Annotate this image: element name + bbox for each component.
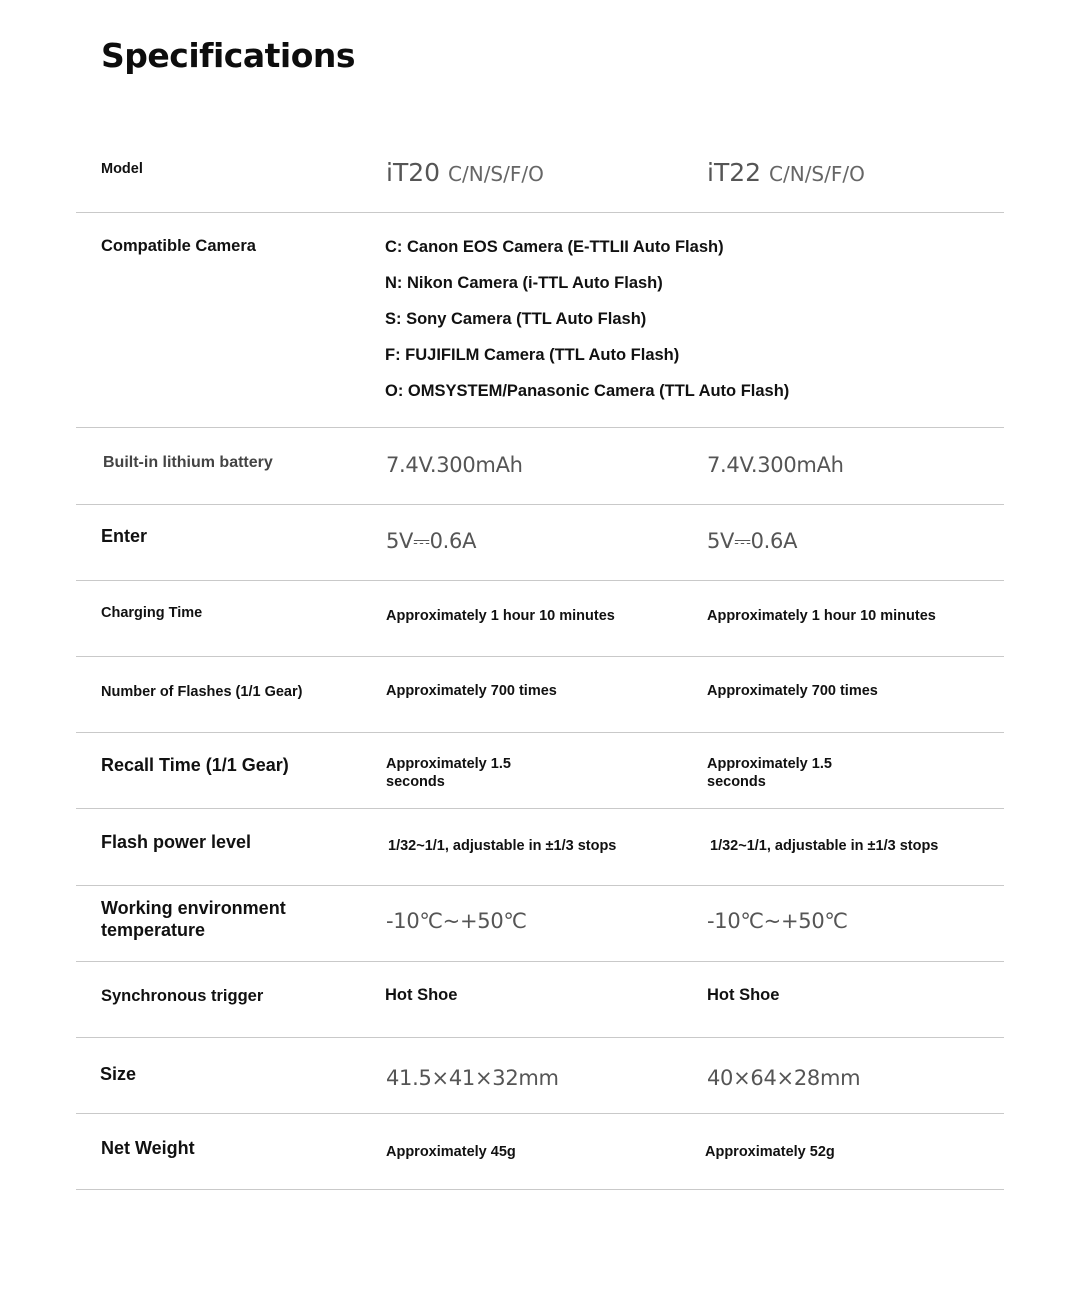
row-label: Compatible Camera: [101, 237, 256, 255]
power-it20: 1/32~1/1, adjustable in ±1/3 stops: [388, 838, 617, 854]
weight-it20: Approximately 45g: [386, 1144, 516, 1160]
model-variants: C/N/S/F/O: [448, 162, 544, 186]
row-label: Built-in lithium battery: [103, 454, 273, 471]
table-row-size: [76, 1038, 1004, 1114]
spec-table: [76, 136, 1004, 1190]
charging-it20: Approximately 1 hour 10 minutes: [386, 608, 615, 624]
table-row-enter: [76, 505, 1004, 581]
weight-it22: Approximately 52g: [705, 1144, 835, 1160]
flashes-it20: Approximately 700 times: [386, 683, 557, 699]
battery-it20: 7.4V.300mAh: [386, 453, 523, 477]
row-label: Synchronous trigger: [101, 987, 264, 1005]
compat-omsystem: O: OMSYSTEM/Panasonic Camera (TTL Auto Flash): [385, 382, 790, 400]
enter-it22: 5V⎓0.6A: [707, 529, 798, 553]
recall-it20-line1: Approximately 1.5: [386, 756, 511, 772]
table-row-sync: [76, 962, 1004, 1038]
model-variants: C/N/S/F/O: [769, 162, 865, 186]
row-label-line1: Working environment: [101, 898, 286, 918]
page-title: Specifications: [101, 36, 356, 75]
sync-it22: Hot Shoe: [707, 986, 780, 1004]
recall-it20-line2: seconds: [386, 774, 445, 790]
table-row-recall: [76, 733, 1004, 809]
table-row-weight: [76, 1114, 1004, 1190]
size-it20: 41.5×41×32mm: [386, 1066, 559, 1090]
row-label: [101, 897, 286, 941]
compat-canon: C: Canon EOS Camera (E-TTLII Auto Flash): [385, 238, 724, 256]
recall-it22-line2: seconds: [707, 774, 766, 790]
sync-it20: Hot Shoe: [385, 986, 458, 1004]
table-row-power: [76, 809, 1004, 886]
power-it22: 1/32~1/1, adjustable in ±1/3 stops: [710, 838, 939, 854]
row-label: Charging Time: [101, 605, 203, 621]
model-name: iT20: [386, 158, 441, 187]
table-row-charging: [76, 581, 1004, 657]
row-label: Enter: [101, 526, 148, 546]
temperature-it22: -10℃~+50℃: [707, 909, 848, 933]
recall-it22: [707, 755, 832, 791]
recall-it22-line1: Approximately 1.5: [707, 756, 832, 772]
table-row-model: [76, 136, 1004, 213]
row-label: Model: [101, 161, 143, 177]
row-label: Recall Time (1/1 Gear): [101, 755, 289, 775]
charging-it22: Approximately 1 hour 10 minutes: [707, 608, 936, 624]
compat-fujifilm: F: FUJIFILM Camera (TTL Auto Flash): [385, 346, 680, 364]
compat-nikon: N: Nikon Camera (i-TTL Auto Flash): [385, 274, 663, 292]
model-name: iT22: [707, 158, 762, 187]
flashes-it22: Approximately 700 times: [707, 683, 878, 699]
row-label: Flash power level: [101, 832, 252, 852]
temperature-it20: -10℃~+50℃: [386, 909, 527, 933]
row-label: Size: [100, 1064, 137, 1084]
row-label-line2: temperature: [101, 920, 206, 940]
model-it20: [386, 158, 544, 187]
row-label: Net Weight: [101, 1138, 195, 1158]
size-it22: 40×64×28mm: [707, 1066, 861, 1090]
table-row-battery: [76, 428, 1004, 505]
compat-sony: S: Sony Camera (TTL Auto Flash): [385, 310, 647, 328]
table-row-compatible: [76, 213, 1004, 428]
recall-it20: [386, 755, 511, 791]
table-row-flashes: [76, 657, 1004, 733]
model-it22: [707, 158, 865, 187]
table-row-temperature: [76, 886, 1004, 962]
enter-it20: 5V⎓0.6A: [386, 529, 477, 553]
battery-it22: 7.4V.300mAh: [707, 453, 844, 477]
row-label: Number of Flashes (1/1 Gear): [101, 684, 303, 700]
